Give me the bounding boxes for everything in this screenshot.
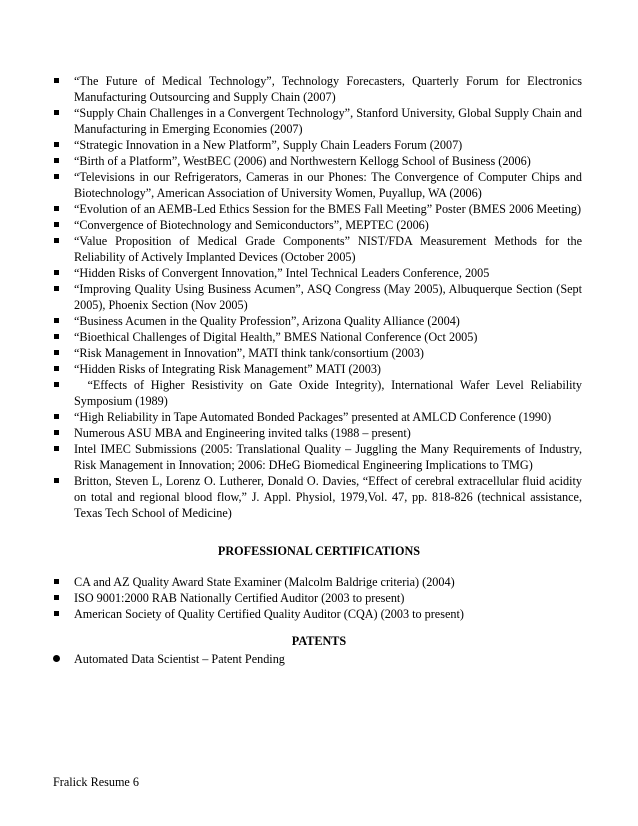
list-item: “Business Acumen in the Quality Profession”, Arizona Quality Alliance (2004) [52, 313, 582, 329]
list-item: Britton, Steven L, Lorenz O. Lutherer, Donald O. Davies, “Effect of cerebral extracellular fluid acidity on total and regional blood flow,” J. Appl. Physiol, 1979,Vol. 47, pp. 818-826 (technical assistance, Texas Tech School of Medicine) [52, 473, 582, 521]
list-item: “Supply Chain Challenges in a Convergent Technology”, Stanford University, Global Supply Chain and Manufacturing in Emerging Economies (2007) [52, 105, 582, 137]
square-bullet-icon [54, 334, 59, 339]
list-item: “Hidden Risks of Convergent Innovation,” Intel Technical Leaders Conference, 2005 [52, 265, 582, 281]
list-item: “The Future of Medical Technology”, Technology Forecasters, Quarterly Forum for Electronics Manufacturing Outsourcing and Supply Chain (2007) [52, 73, 582, 105]
square-bullet-icon [54, 382, 59, 387]
patents-list [52, 651, 582, 667]
round-bullet-icon [53, 655, 60, 662]
square-bullet-icon [54, 430, 59, 435]
list-item: “Hidden Risks of Integrating Risk Management” MATI (2003) [52, 361, 582, 377]
list-item: “Bioethical Challenges of Digital Health,” BMES National Conference (Oct 2005) [52, 329, 582, 345]
square-bullet-icon [54, 446, 59, 451]
list-item: “Strategic Innovation in a New Platform”, Supply Chain Leaders Forum (2007) [52, 137, 582, 153]
list-item: “Birth of a Platform”, WestBEC (2006) and Northwestern Kellogg School of Business (2006) [52, 153, 582, 169]
square-bullet-icon [54, 478, 59, 483]
list-item: “Evolution of an AEMB-Led Ethics Session for the BMES Fall Meeting” Poster (BMES 2006 Meeting) [52, 201, 582, 217]
list-item: “High Reliability in Tape Automated Bonded Packages” presented at AMLCD Conference (1990) [52, 409, 582, 425]
list-item: “Convergence of Biotechnology and Semiconductors”, MEPTEC (2006) [52, 217, 582, 233]
square-bullet-icon [54, 174, 59, 179]
page-footer: Fralick Resume 6 [53, 775, 139, 789]
list-item: “Value Proposition of Medical Grade Components” NIST/FDA Measurement Methods for the Reliability of Actively Implanted Devices (October 2005) [52, 233, 582, 265]
square-bullet-icon [54, 158, 59, 163]
list-item: “Risk Management in Innovation”, MATI think tank/consortium (2003) [52, 345, 582, 361]
square-bullet-icon [54, 270, 59, 275]
list-item: Intel IMEC Submissions (2005: Translational Quality – Juggling the Many Requirements of Industry, Risk Management in Innovation; 2006: DHeG Biomedical Engineering Implications to TMG) [52, 441, 582, 473]
square-bullet-icon [54, 350, 59, 355]
square-bullet-icon [54, 595, 59, 600]
square-bullet-icon [54, 611, 59, 616]
square-bullet-icon [54, 238, 59, 243]
square-bullet-icon [54, 366, 59, 371]
square-bullet-icon [54, 142, 59, 147]
certifications-list [52, 574, 582, 622]
list-item: “Improving Quality Using Business Acumen”, ASQ Congress (May 2005), Albuquerque Section (Sept 2005), Phoenix Section (Nov 2005) [52, 281, 582, 313]
list-item: CA and AZ Quality Award State Examiner (Malcolm Baldrige criteria) (2004) [52, 574, 582, 590]
square-bullet-icon [54, 222, 59, 227]
square-bullet-icon [54, 110, 59, 115]
square-bullet-icon [54, 579, 59, 584]
list-item: American Society of Quality Certified Quality Auditor (CQA) (2003 to present) [52, 606, 582, 622]
patents-heading: PATENTS [291, 634, 347, 648]
certifications-heading: PROFESSIONAL CERTIFICATIONS [217, 544, 421, 558]
list-item: Numerous ASU MBA and Engineering invited talks (1988 – present) [52, 425, 582, 441]
square-bullet-icon [54, 414, 59, 419]
square-bullet-icon [54, 286, 59, 291]
presentations-list [52, 73, 586, 521]
square-bullet-icon [54, 206, 59, 211]
square-bullet-icon [54, 78, 59, 83]
list-item: ISO 9001:2000 RAB Nationally Certified Auditor (2003 to present) [52, 590, 582, 606]
list-item: “Televisions in our Refrigerators, Cameras in our Phones: The Convergence of Computer Chips and Biotechnology”, American Association of University Women, Puyallup, WA (2006) [52, 169, 582, 201]
list-item: Automated Data Scientist – Patent Pending [52, 651, 582, 667]
square-bullet-icon [54, 318, 59, 323]
list-item: “Effects of Higher Resistivity on Gate Oxide Integrity), International Wafer Level Reliability Symposium (1989) [52, 377, 582, 409]
